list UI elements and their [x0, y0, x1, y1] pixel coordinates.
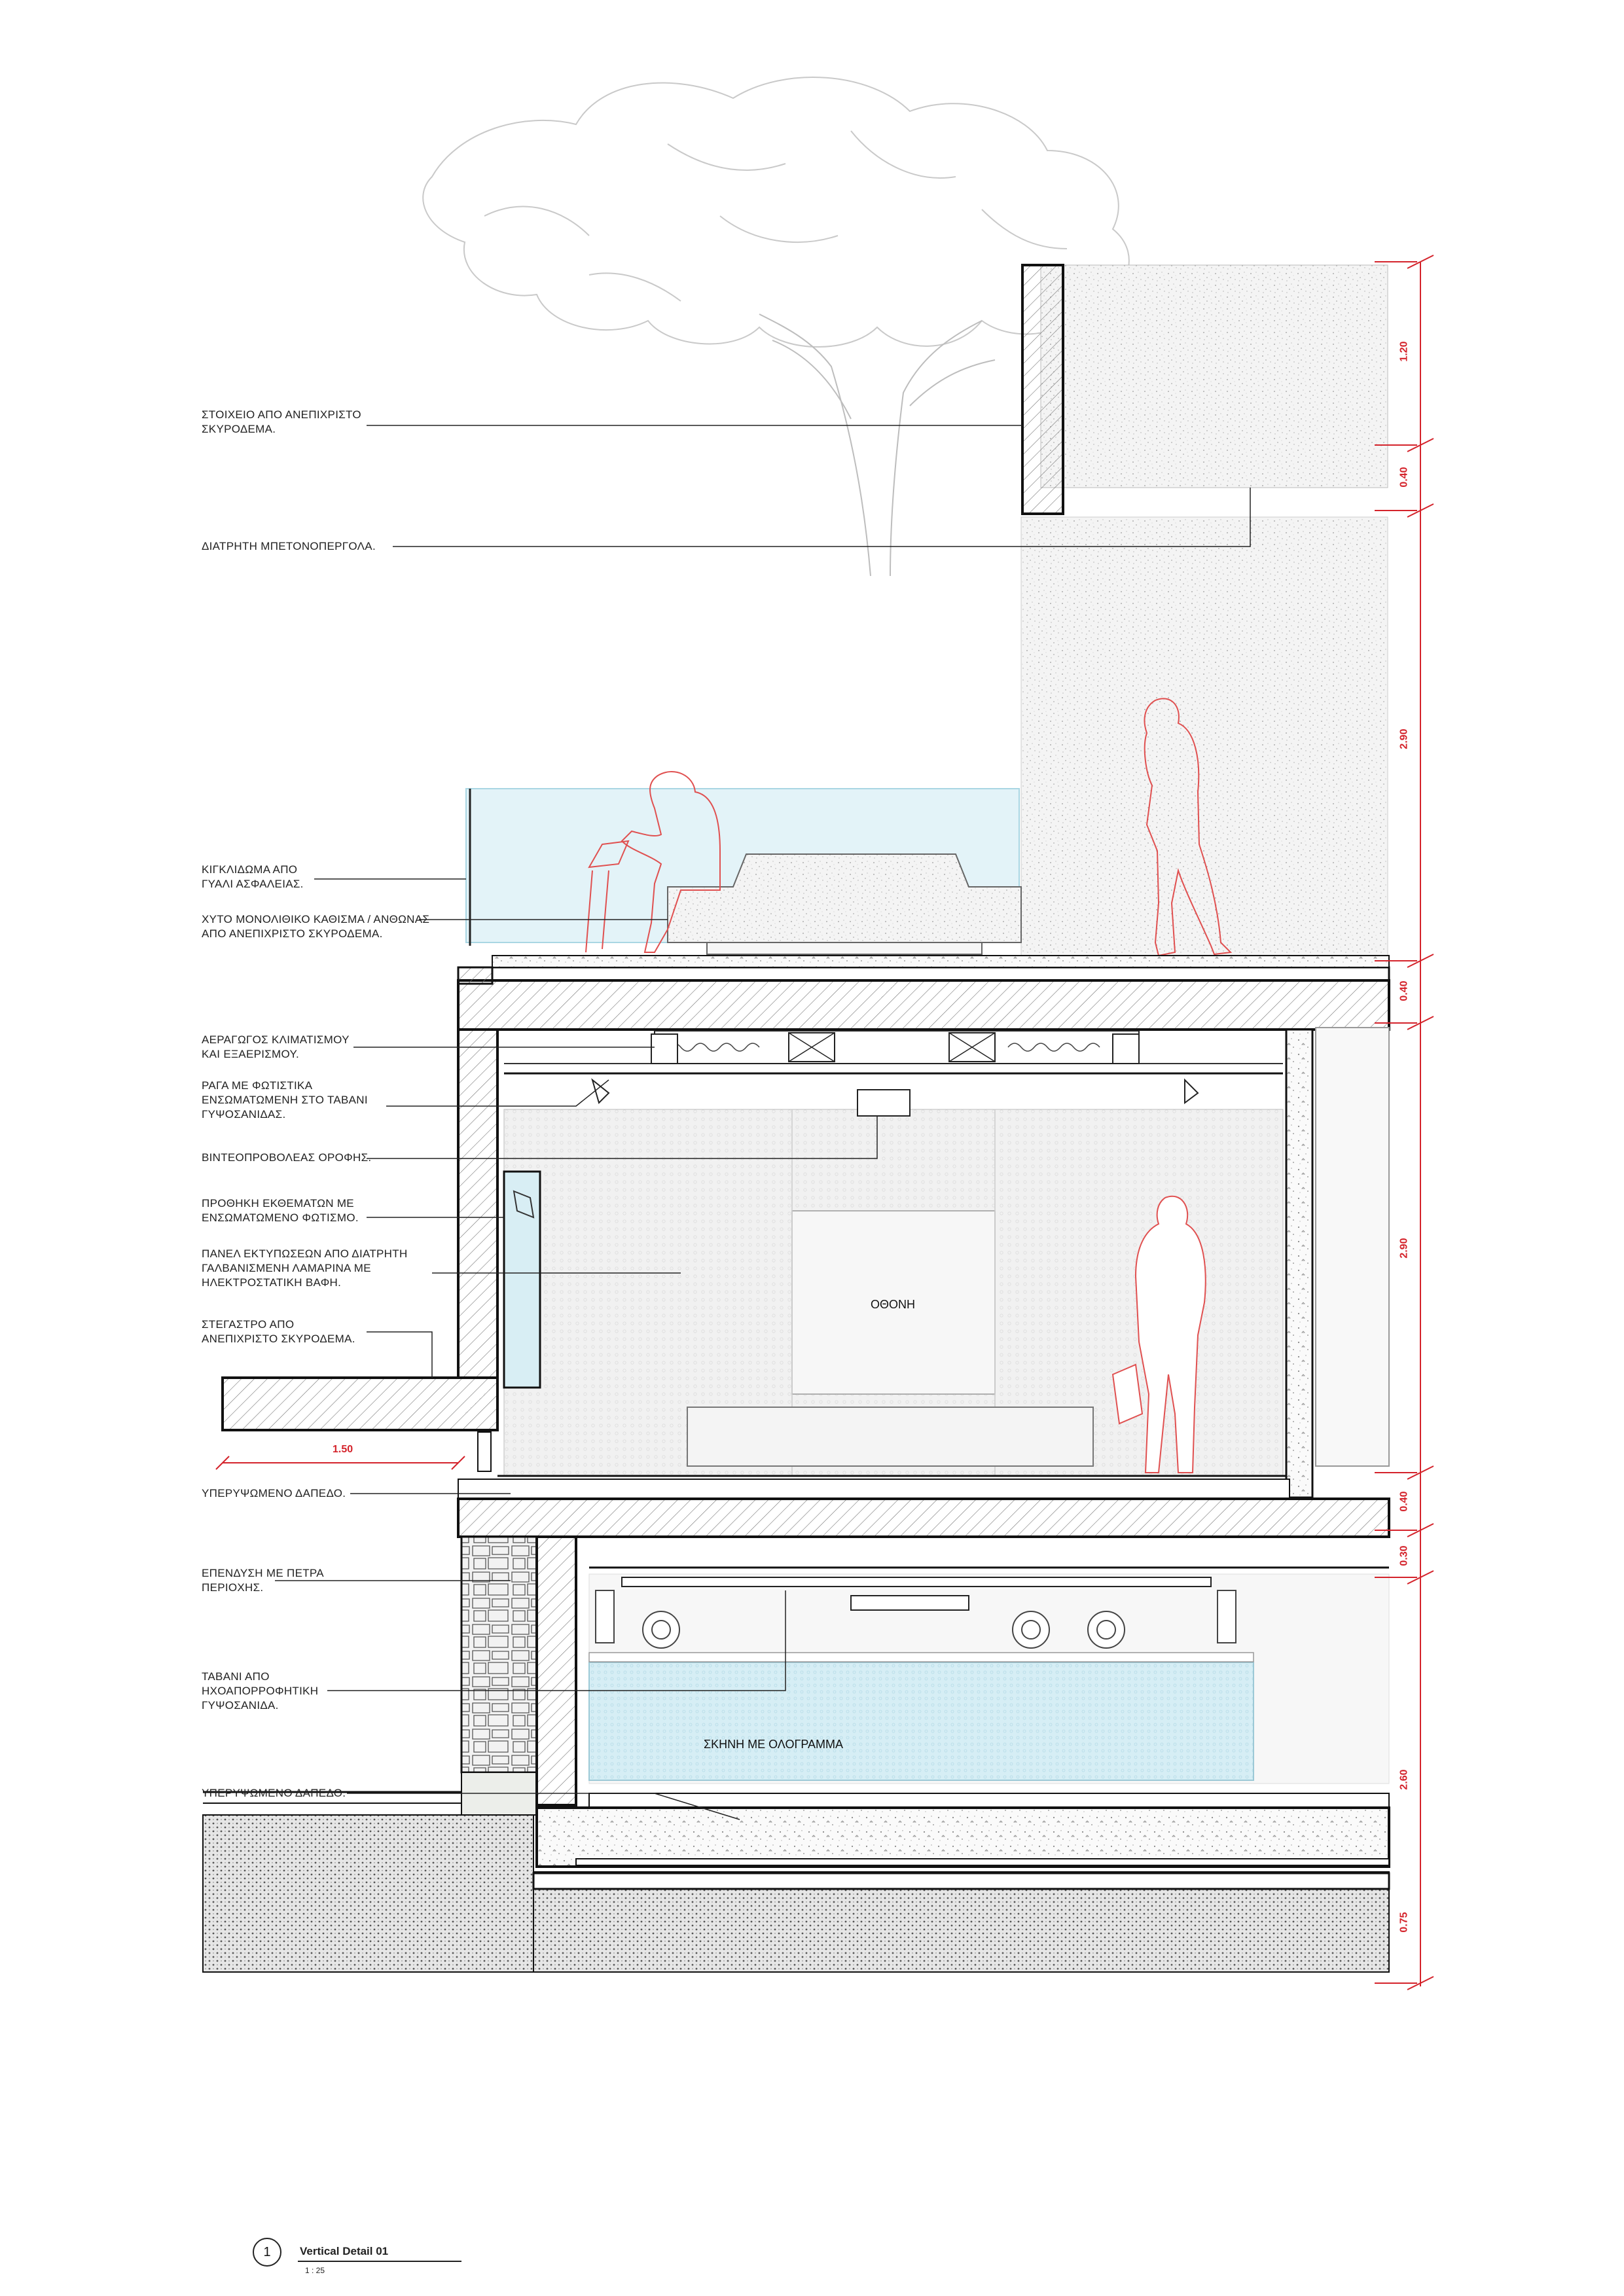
raised-floor-upper	[458, 1479, 1290, 1499]
label-precast-element: ΣΤΟΙΧΕΙΟ ΑΠΟ ΑΝΕΠΙΧΡΙΣΤΟ ΣΚΥΡΟΔΕΜΑ.	[202, 408, 361, 435]
roof-screed	[492, 956, 1389, 967]
dim-1-50: 1.50	[333, 1444, 353, 1455]
air-duct	[655, 1031, 1139, 1064]
dim-0-75: 0.75	[1398, 1912, 1410, 1933]
label-pergola: ΔΙΑΤΡΗΤΗ ΜΠΕΤΟΝΟΠΕΡΓΟΛΑ.	[202, 540, 376, 552]
roof-slab	[492, 967, 1389, 980]
label-air-duct: ΑΕΡΑΓΩΓΟΣ ΚΛΙΜΑΤΙΣΜΟΥ ΚΑΙ ΕΞΑΕΡΙΣΜΟΥ.	[202, 1033, 350, 1060]
acoustic-ceiling	[589, 1653, 1254, 1662]
projector	[857, 1090, 910, 1116]
upper-left-wall	[458, 1030, 497, 1378]
precast-element	[1022, 265, 1063, 514]
pergola-fill	[1041, 265, 1388, 488]
showcase	[504, 1172, 540, 1388]
label-light-rail: ΡΑΓΑ ΜΕ ΦΩΤΙΣΤΙΚΑ ΕΝΣΩΜΑΤΩΜΕΝΗ ΣΤΟ ΤΑΒΑΝΙ ΓΥΨΟΣΑΝΙΔΑΣ.	[202, 1079, 368, 1121]
earth	[203, 1815, 533, 1972]
stone-wall	[461, 1537, 537, 1772]
label-showcase: ΠΡΟΘΗΚΗ ΕΚΘΕΜΑΤΩΝ ΜΕ ΕΝΣΩΜΑΤΩΜΕΝΟ ΦΩΤΙΣΜΟ.	[202, 1197, 359, 1224]
hologram-stage-label: ΣΚΗΝΗ ΜΕ ΟΛΟΓΡΑΜΜΑ	[704, 1738, 844, 1751]
ground-slab	[537, 1808, 1389, 1867]
dim-1-20: 1.20	[1398, 341, 1410, 362]
detail-title: Vertical Detail 01	[300, 2245, 389, 2257]
label-railing: ΚΙΓΚΛΙΔΩΜΑ ΑΠΟ ΓΥΑΛΙ ΑΣΦΑΛΕΙΑΣ.	[202, 863, 304, 890]
roof-concrete-slab	[458, 980, 1389, 1030]
dim-2-90-b: 2.90	[1398, 1238, 1410, 1259]
label-stone-cladding: ΕΠΕΝΔΥΣΗ ΜΕ ΠΕΤΡΑ ΠΕΡΙΟΧΗΣ.	[202, 1567, 324, 1594]
detail-scale: 1 : 25	[305, 2266, 325, 2275]
screen-label: ΟΘΟΝΗ	[871, 1298, 916, 1311]
label-raised-floor-2: ΥΠΕΡΥΨΩΜΕΝΟ ΔΑΠΕΔΟ.	[202, 1787, 346, 1799]
hologram-stage	[589, 1662, 1254, 1780]
dim-0-30: 0.30	[1398, 1545, 1410, 1566]
pergola-lower-fill	[1021, 517, 1388, 956]
label-bench: ΧΥΤΟ ΜΟΝΟΛΙΘΙΚΟ ΚΑΘΙΣΜΑ / ΑΝΘΩΝΑΣ ΑΠΟ ΑΝΕΠΙΧΡΙΣΤΟ ΣΚΥΡΟΔΕΜΑ.	[202, 913, 430, 940]
parapet	[458, 967, 492, 984]
canopy	[223, 1378, 497, 1430]
right-glazing	[1316, 1028, 1389, 1466]
lighting-truss	[622, 1577, 1211, 1587]
lower-left-wall	[537, 1537, 576, 1805]
detail-number-bubble: 1	[253, 2238, 281, 2267]
label-raised-floor-1: ΥΠΕΡΥΨΩΜΕΝΟ ΔΑΠΕΔΟ.	[202, 1487, 346, 1499]
tree-trunk	[759, 314, 995, 576]
gallery-bench	[687, 1407, 1093, 1466]
label-canopy: ΣΤΕΓΑΣΤΡΟ ΑΠΟ ΑΝΕΠΙΧΡΙΣΤΟ ΣΚΥΡΟΔΕΜΑ.	[202, 1318, 355, 1345]
label-print-panel: ΠΑΝΕΛ ΕΚΤΥΠΩΣΕΩΝ ΑΠΟ ΔΙΑΤΡΗΤΗ ΓΑΛΒΑΝΙΣΜΕΝΗ ΛΑΜΑΡΙΝΑ ΜΕ ΗΛΕΚΤΡΟΣΤΑΤΙΚΗ ΒΑΦΗ.	[202, 1247, 408, 1289]
label-projector: ΒΙΝΤΕΟΠΡΟΒΟΛΕΑΣ ΟΡΟΦΗΣ.	[202, 1151, 372, 1164]
label-acoustic-ceiling: ΤΑΒΑΝΙ ΑΠΟ ΗΧΟΑΠΟΡΡΟΦΗΤΙΚΗ ΓΥΨΟΣΑΝΙΔΑ.	[202, 1670, 319, 1712]
horizontal-dimension	[216, 1456, 465, 1469]
dim-0-40-a: 0.40	[1398, 467, 1410, 488]
intermediate-slab	[458, 1499, 1389, 1537]
dim-2-90-a: 2.90	[1398, 728, 1410, 749]
upper-right-wall	[1286, 1030, 1312, 1498]
dim-0-40-b: 0.40	[1398, 980, 1410, 1001]
lower-raised-floor	[589, 1793, 1389, 1808]
dim-2-60: 2.60	[1398, 1769, 1410, 1790]
dim-0-40-c: 0.40	[1398, 1491, 1410, 1512]
